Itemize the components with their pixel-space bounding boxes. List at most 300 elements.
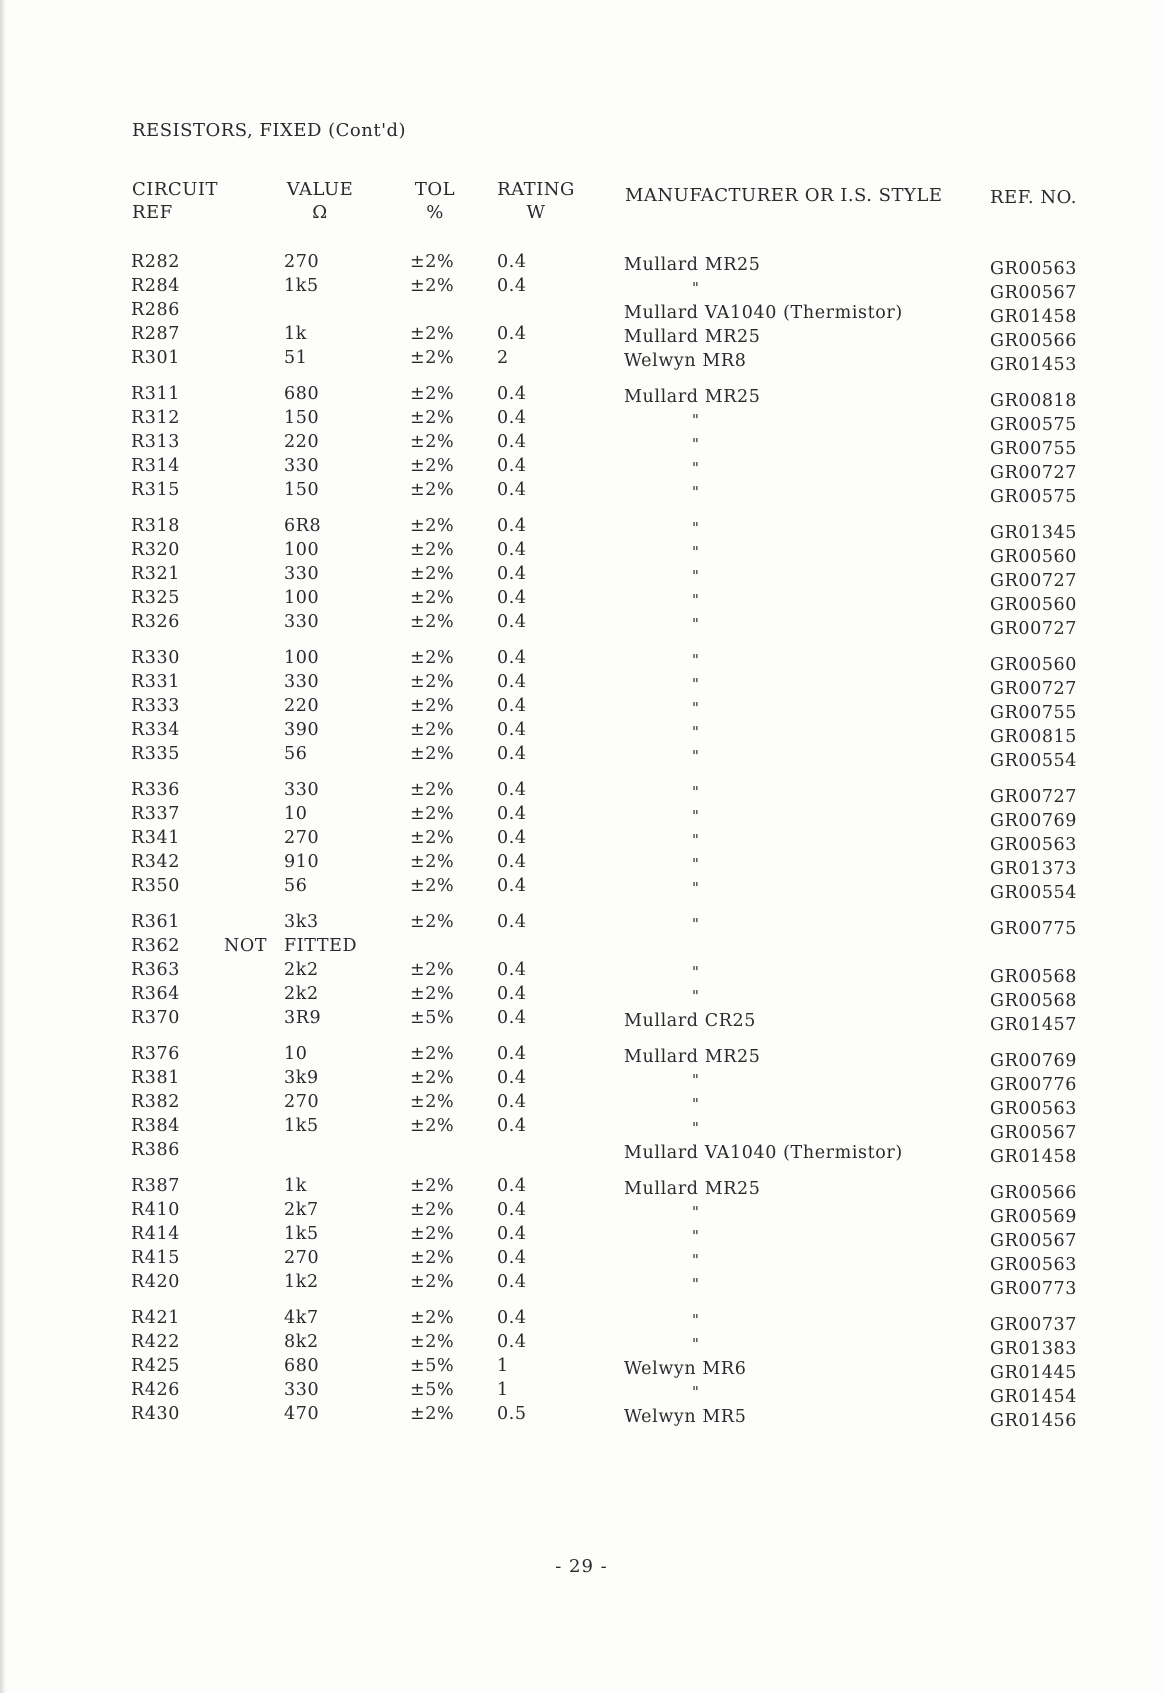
- rating-cell: 0.4: [497, 1224, 527, 1244]
- table-row: [0, 852, 1163, 879]
- circuit-ref-cell: R382: [131, 1092, 180, 1112]
- rating-cell: 0.4: [497, 1332, 527, 1352]
- ditto-mark: ": [692, 807, 700, 825]
- tolerance-cell: ±2%: [410, 912, 455, 932]
- ref-no-cell: GR00563: [990, 1099, 1078, 1119]
- tolerance-cell: ±2%: [410, 984, 455, 1004]
- rating-cell: 0.4: [497, 696, 527, 716]
- circuit-ref-cell: R301: [131, 348, 180, 368]
- ditto-mark: ": [692, 411, 700, 429]
- circuit-ref-cell: R286: [131, 300, 180, 320]
- manufacturer-cell: Mullard MR25: [624, 387, 761, 407]
- tolerance-cell: ±2%: [410, 516, 455, 536]
- ditto-mark: ": [692, 483, 700, 501]
- column-header-manufacturer: MANUFACTURER OR I.S. STYLE: [625, 185, 943, 206]
- tolerance-cell: ±2%: [410, 828, 455, 848]
- tolerance-cell: ±2%: [410, 1248, 455, 1268]
- ditto-mark: ": [692, 1227, 700, 1245]
- manufacturer-cell: Welwyn MR5: [624, 1407, 747, 1427]
- ref-no-cell: GR00776: [990, 1075, 1078, 1095]
- ditto-mark: ": [692, 915, 700, 933]
- value-cell: 150: [284, 480, 320, 500]
- table-row: [0, 1380, 1163, 1407]
- circuit-ref-cell: R326: [131, 612, 180, 632]
- circuit-ref-cell: R313: [131, 432, 180, 452]
- circuit-ref-cell: R425: [131, 1356, 180, 1376]
- table-row: [0, 612, 1163, 639]
- circuit-ref-cell: R361: [131, 912, 180, 932]
- manufacturer-cell: Mullard VA1040 (Thermistor): [624, 303, 903, 323]
- table-row: [0, 1044, 1163, 1071]
- tolerance-cell: ±2%: [410, 1308, 455, 1328]
- ref-no-cell: GR00727: [990, 619, 1078, 639]
- ditto-mark: ": [692, 279, 700, 297]
- rating-cell: 0.4: [497, 1068, 527, 1088]
- value-cell: 150: [284, 408, 320, 428]
- rating-cell: 0.4: [497, 876, 527, 896]
- tolerance-cell: ±2%: [410, 324, 455, 344]
- ditto-mark: ": [692, 543, 700, 561]
- table-row: [0, 540, 1163, 567]
- table-row: [0, 828, 1163, 855]
- value-cell: 100: [284, 540, 320, 560]
- table-row: [0, 720, 1163, 747]
- table-row: [0, 1176, 1163, 1203]
- ref-no-cell: GR00560: [990, 547, 1078, 567]
- ditto-mark: ": [692, 1335, 700, 1353]
- table-row: [0, 1092, 1163, 1119]
- ref-no-cell: GR00775: [990, 919, 1078, 939]
- ditto-mark: ": [692, 519, 700, 537]
- table-row: [0, 276, 1163, 303]
- circuit-ref-cell: R330: [131, 648, 180, 668]
- ditto-mark: ": [692, 723, 700, 741]
- rating-cell: 0.4: [497, 744, 527, 764]
- ref-no-cell: GR00773: [990, 1279, 1078, 1299]
- table-row: [0, 672, 1163, 699]
- manufacturer-cell: Mullard VA1040 (Thermistor): [624, 1143, 903, 1163]
- ditto-mark: ": [692, 879, 700, 897]
- value-cell: 220: [284, 432, 320, 452]
- value-cell: 100: [284, 588, 320, 608]
- circuit-ref-cell: R370: [131, 1008, 180, 1028]
- rating-cell: 0.4: [497, 984, 527, 1004]
- table-row: [0, 324, 1163, 351]
- rating-cell: 0.4: [497, 648, 527, 668]
- tolerance-cell: ±2%: [410, 1176, 455, 1196]
- circuit-ref-cell: R426: [131, 1380, 180, 1400]
- table-row: [0, 1140, 1163, 1167]
- value-cell: 10: [284, 804, 308, 824]
- rating-cell: 0.4: [497, 1044, 527, 1064]
- rating-cell: 0.4: [497, 324, 527, 344]
- circuit-ref-cell: R384: [131, 1116, 180, 1136]
- note-cell: NOT: [224, 936, 268, 956]
- ref-no-cell: GR00755: [990, 439, 1078, 459]
- ref-no-cell: GR01458: [990, 1147, 1078, 1167]
- tolerance-cell: ±2%: [410, 276, 455, 296]
- rating-cell: 0.4: [497, 456, 527, 476]
- value-cell: 2k2: [284, 960, 319, 980]
- column-header-tolerance: TOL %: [414, 179, 456, 223]
- circuit-ref-cell: R415: [131, 1248, 180, 1268]
- ref-no-cell: GR00567: [990, 1231, 1078, 1251]
- ref-no-cell: GR00818: [990, 391, 1078, 411]
- table-row: [0, 1200, 1163, 1227]
- ref-no-cell: GR00563: [990, 835, 1078, 855]
- circuit-ref-cell: R287: [131, 324, 180, 344]
- rating-cell: 0.4: [497, 1116, 527, 1136]
- tolerance-cell: ±2%: [410, 432, 455, 452]
- tolerance-cell: ±2%: [410, 1068, 455, 1088]
- value-cell: 56: [284, 744, 308, 764]
- table-row: [0, 984, 1163, 1011]
- ref-no-cell: GR01373: [990, 859, 1078, 879]
- tolerance-cell: ±5%: [410, 1356, 455, 1376]
- tolerance-cell: ±2%: [410, 720, 455, 740]
- circuit-ref-cell: R414: [131, 1224, 180, 1244]
- circuit-ref-cell: R410: [131, 1200, 180, 1220]
- value-cell: 330: [284, 612, 320, 632]
- tolerance-cell: ±5%: [410, 1380, 455, 1400]
- value-cell: 680: [284, 384, 320, 404]
- tolerance-cell: ±2%: [410, 648, 455, 668]
- tolerance-cell: ±2%: [410, 696, 455, 716]
- circuit-ref-cell: R333: [131, 696, 180, 716]
- ditto-mark: ": [692, 1251, 700, 1269]
- tolerance-cell: ±2%: [410, 1044, 455, 1064]
- ditto-mark: ": [692, 1203, 700, 1221]
- circuit-ref-cell: R387: [131, 1176, 180, 1196]
- circuit-ref-cell: R350: [131, 876, 180, 896]
- circuit-ref-cell: R325: [131, 588, 180, 608]
- ref-no-cell: GR01458: [990, 307, 1078, 327]
- table-row: [0, 408, 1163, 435]
- tolerance-cell: ±2%: [410, 480, 455, 500]
- rating-cell: 0.4: [497, 1272, 527, 1292]
- ref-no-cell: GR00737: [990, 1315, 1078, 1335]
- ref-no-cell: GR00727: [990, 571, 1078, 591]
- tolerance-cell: ±2%: [410, 780, 455, 800]
- tolerance-cell: ±2%: [410, 564, 455, 584]
- ditto-mark: ": [692, 675, 700, 693]
- tolerance-cell: ±2%: [410, 852, 455, 872]
- ref-no-cell: GR01456: [990, 1411, 1078, 1431]
- ditto-mark: ": [692, 435, 700, 453]
- rating-cell: 0.4: [497, 912, 527, 932]
- tolerance-cell: ±2%: [410, 588, 455, 608]
- value-cell: 270: [284, 252, 320, 272]
- manufacturer-cell: Mullard MR25: [624, 1179, 761, 1199]
- table-row: [0, 1308, 1163, 1335]
- ditto-mark: ": [692, 459, 700, 477]
- rating-cell: 0.5: [497, 1404, 527, 1424]
- ref-no-cell: GR00727: [990, 463, 1078, 483]
- value-cell: 4k7: [284, 1308, 319, 1328]
- manufacturer-cell: Mullard MR25: [624, 1047, 761, 1067]
- ref-no-cell: GR00567: [990, 283, 1078, 303]
- tolerance-cell: ±2%: [410, 456, 455, 476]
- circuit-ref-cell: R334: [131, 720, 180, 740]
- rating-cell: 0.4: [497, 516, 527, 536]
- table-row: [0, 432, 1163, 459]
- table-row: [0, 564, 1163, 591]
- circuit-ref-cell: R321: [131, 564, 180, 584]
- tolerance-cell: ±5%: [410, 1008, 455, 1028]
- ditto-mark: ": [692, 1383, 700, 1401]
- circuit-ref-cell: R376: [131, 1044, 180, 1064]
- value-cell: 330: [284, 456, 320, 476]
- ditto-mark: ": [692, 831, 700, 849]
- ditto-mark: ": [692, 591, 700, 609]
- ref-no-cell: GR00727: [990, 787, 1078, 807]
- ditto-mark: ": [692, 1311, 700, 1329]
- ref-no-cell: GR00575: [990, 487, 1078, 507]
- rating-cell: 0.4: [497, 1200, 527, 1220]
- ditto-mark: ": [692, 1095, 700, 1113]
- tolerance-cell: ±2%: [410, 348, 455, 368]
- ref-no-cell: GR00554: [990, 751, 1078, 771]
- value-cell: 56: [284, 876, 308, 896]
- table-row: [0, 648, 1163, 675]
- ditto-mark: ": [692, 747, 700, 765]
- circuit-ref-cell: R362: [131, 936, 180, 956]
- rating-cell: 0.4: [497, 1308, 527, 1328]
- tolerance-cell: ±2%: [410, 744, 455, 764]
- ditto-mark: ": [692, 963, 700, 981]
- circuit-ref-cell: R335: [131, 744, 180, 764]
- column-header-ref-no: REF. NO.: [990, 187, 1077, 208]
- table-row: [0, 1332, 1163, 1359]
- value-cell: 330: [284, 564, 320, 584]
- ref-no-cell: GR01445: [990, 1363, 1078, 1383]
- value-cell: 270: [284, 828, 320, 848]
- table-row: [0, 348, 1163, 375]
- rating-cell: 0.4: [497, 1248, 527, 1268]
- ref-no-cell: GR00568: [990, 967, 1078, 987]
- table-row: [0, 1224, 1163, 1251]
- rating-cell: 0.4: [497, 804, 527, 824]
- ditto-mark: ": [692, 567, 700, 585]
- circuit-ref-cell: R341: [131, 828, 180, 848]
- tolerance-cell: ±2%: [410, 1116, 455, 1136]
- ditto-mark: ": [692, 651, 700, 669]
- value-cell: 1k5: [284, 1116, 319, 1136]
- circuit-ref-cell: R386: [131, 1140, 180, 1160]
- value-cell: 330: [284, 780, 320, 800]
- value-cell: 2k7: [284, 1200, 319, 1220]
- value-cell: 8k2: [284, 1332, 319, 1352]
- circuit-ref-cell: R312: [131, 408, 180, 428]
- rating-cell: 0.4: [497, 1176, 527, 1196]
- value-cell: 1k5: [284, 276, 319, 296]
- value-cell: 680: [284, 1356, 320, 1376]
- tolerance-cell: ±2%: [410, 1092, 455, 1112]
- circuit-ref-cell: R331: [131, 672, 180, 692]
- rating-cell: 0.4: [497, 1092, 527, 1112]
- table-row: [0, 300, 1163, 327]
- circuit-ref-cell: R381: [131, 1068, 180, 1088]
- value-cell: 390: [284, 720, 320, 740]
- rating-cell: 0.4: [497, 408, 527, 428]
- value-cell: 1k: [284, 1176, 307, 1196]
- ditto-mark: ": [692, 783, 700, 801]
- value-cell: 3k9: [284, 1068, 319, 1088]
- circuit-ref-cell: R420: [131, 1272, 180, 1292]
- manufacturer-cell: Mullard CR25: [624, 1011, 756, 1031]
- value-cell: 330: [284, 672, 320, 692]
- ditto-mark: ": [692, 987, 700, 1005]
- manufacturer-cell: Welwyn MR6: [624, 1359, 747, 1379]
- circuit-ref-cell: R315: [131, 480, 180, 500]
- circuit-ref-cell: R430: [131, 1404, 180, 1424]
- ref-no-cell: GR00727: [990, 679, 1078, 699]
- table-row: [0, 1116, 1163, 1143]
- tolerance-cell: ±2%: [410, 1332, 455, 1352]
- tolerance-cell: ±2%: [410, 612, 455, 632]
- value-cell: 2k2: [284, 984, 319, 1004]
- ref-no-cell: GR00569: [990, 1207, 1078, 1227]
- value-cell: 270: [284, 1248, 320, 1268]
- table-row: [0, 912, 1163, 939]
- table-row: [0, 1356, 1163, 1383]
- rating-cell: 0.4: [497, 1008, 527, 1028]
- circuit-ref-cell: R364: [131, 984, 180, 1004]
- value-cell: 3k3: [284, 912, 319, 932]
- circuit-ref-cell: R337: [131, 804, 180, 824]
- value-cell: 6R8: [284, 516, 322, 536]
- value-cell: 220: [284, 696, 320, 716]
- table-row: [0, 1068, 1163, 1095]
- ditto-mark: ": [692, 699, 700, 717]
- rating-cell: 0.4: [497, 432, 527, 452]
- rating-cell: 0.4: [497, 540, 527, 560]
- circuit-ref-cell: R421: [131, 1308, 180, 1328]
- table-row: [0, 480, 1163, 507]
- ref-no-cell: GR01457: [990, 1015, 1078, 1035]
- circuit-ref-cell: R320: [131, 540, 180, 560]
- manufacturer-cell: Welwyn MR8: [624, 351, 747, 371]
- circuit-ref-cell: R336: [131, 780, 180, 800]
- tolerance-cell: ±2%: [410, 1224, 455, 1244]
- table-row: [0, 780, 1163, 807]
- circuit-ref-cell: R422: [131, 1332, 180, 1352]
- column-header-rating: RATING W: [497, 179, 575, 223]
- table-row: [0, 516, 1163, 543]
- rating-cell: 0.4: [497, 672, 527, 692]
- value-cell: 270: [284, 1092, 320, 1112]
- value-cell: 3R9: [284, 1008, 322, 1028]
- table-row: [0, 936, 1163, 960]
- ref-no-cell: GR00566: [990, 331, 1078, 351]
- tolerance-cell: ±2%: [410, 540, 455, 560]
- rating-cell: 0.4: [497, 588, 527, 608]
- table-row: [0, 876, 1163, 903]
- rating-cell: 0.4: [497, 828, 527, 848]
- table-row: [0, 960, 1163, 987]
- ref-no-cell: GR00560: [990, 595, 1078, 615]
- tolerance-cell: ±2%: [410, 960, 455, 980]
- rating-cell: 0.4: [497, 960, 527, 980]
- ref-no-cell: GR00568: [990, 991, 1078, 1011]
- circuit-ref-cell: R342: [131, 852, 180, 872]
- table-row: [0, 252, 1163, 279]
- tolerance-cell: ±2%: [410, 876, 455, 896]
- rating-cell: 0.4: [497, 780, 527, 800]
- ditto-mark: ": [692, 855, 700, 873]
- tolerance-cell: ±2%: [410, 804, 455, 824]
- ref-no-cell: GR00815: [990, 727, 1078, 747]
- section-title: RESISTORS, FIXED (Cont'd): [132, 120, 407, 141]
- tolerance-cell: ±2%: [410, 1272, 455, 1292]
- ref-no-cell: GR00755: [990, 703, 1078, 723]
- rating-cell: 2: [497, 348, 509, 368]
- rating-cell: 0.4: [497, 480, 527, 500]
- table-row: [0, 804, 1163, 831]
- value-cell: FITTED: [284, 936, 358, 956]
- rating-cell: 0.4: [497, 852, 527, 872]
- table-row: [0, 384, 1163, 411]
- tolerance-cell: ±2%: [410, 408, 455, 428]
- ref-no-cell: GR00563: [990, 259, 1078, 279]
- tolerance-cell: ±2%: [410, 1200, 455, 1220]
- rating-cell: 0.4: [497, 612, 527, 632]
- ref-no-cell: GR00560: [990, 655, 1078, 675]
- rating-cell: 1: [497, 1380, 509, 1400]
- ditto-mark: ": [692, 1071, 700, 1089]
- ref-no-cell: GR00769: [990, 811, 1078, 831]
- ref-no-cell: GR01345: [990, 523, 1078, 543]
- circuit-ref-cell: R363: [131, 960, 180, 980]
- column-header-value: VALUE Ω: [286, 179, 354, 223]
- ref-no-cell: GR00566: [990, 1183, 1078, 1203]
- value-cell: 1k: [284, 324, 307, 344]
- rating-cell: 1: [497, 1356, 509, 1376]
- ref-no-cell: GR01453: [990, 355, 1078, 375]
- column-header-circuit-ref: CIRCUIT REF: [132, 179, 218, 223]
- circuit-ref-cell: R284: [131, 276, 180, 296]
- parts-table: [0, 252, 1163, 1431]
- table-row: [0, 588, 1163, 615]
- table-row: [0, 456, 1163, 483]
- circuit-ref-cell: R311: [131, 384, 180, 404]
- ref-no-cell: GR00575: [990, 415, 1078, 435]
- table-row: [0, 1404, 1163, 1431]
- table-row: [0, 1008, 1163, 1035]
- circuit-ref-cell: R282: [131, 252, 180, 272]
- value-cell: 1k2: [284, 1272, 319, 1292]
- rating-cell: 0.4: [497, 564, 527, 584]
- circuit-ref-cell: R314: [131, 456, 180, 476]
- ref-no-cell: GR01454: [990, 1387, 1078, 1407]
- value-cell: 10: [284, 1044, 308, 1064]
- rating-cell: 0.4: [497, 276, 527, 296]
- value-cell: 1k5: [284, 1224, 319, 1244]
- table-row: [0, 696, 1163, 723]
- manufacturer-cell: Mullard MR25: [624, 255, 761, 275]
- manufacturer-cell: Mullard MR25: [624, 327, 761, 347]
- ref-no-cell: GR01383: [990, 1339, 1078, 1359]
- table-row: [0, 1248, 1163, 1275]
- ref-no-cell: GR00769: [990, 1051, 1078, 1071]
- rating-cell: 0.4: [497, 384, 527, 404]
- circuit-ref-cell: R318: [131, 516, 180, 536]
- ref-no-cell: GR00554: [990, 883, 1078, 903]
- table-row: [0, 744, 1163, 771]
- ditto-mark: ": [692, 1119, 700, 1137]
- ditto-mark: ": [692, 1275, 700, 1293]
- ref-no-cell: GR00563: [990, 1255, 1078, 1275]
